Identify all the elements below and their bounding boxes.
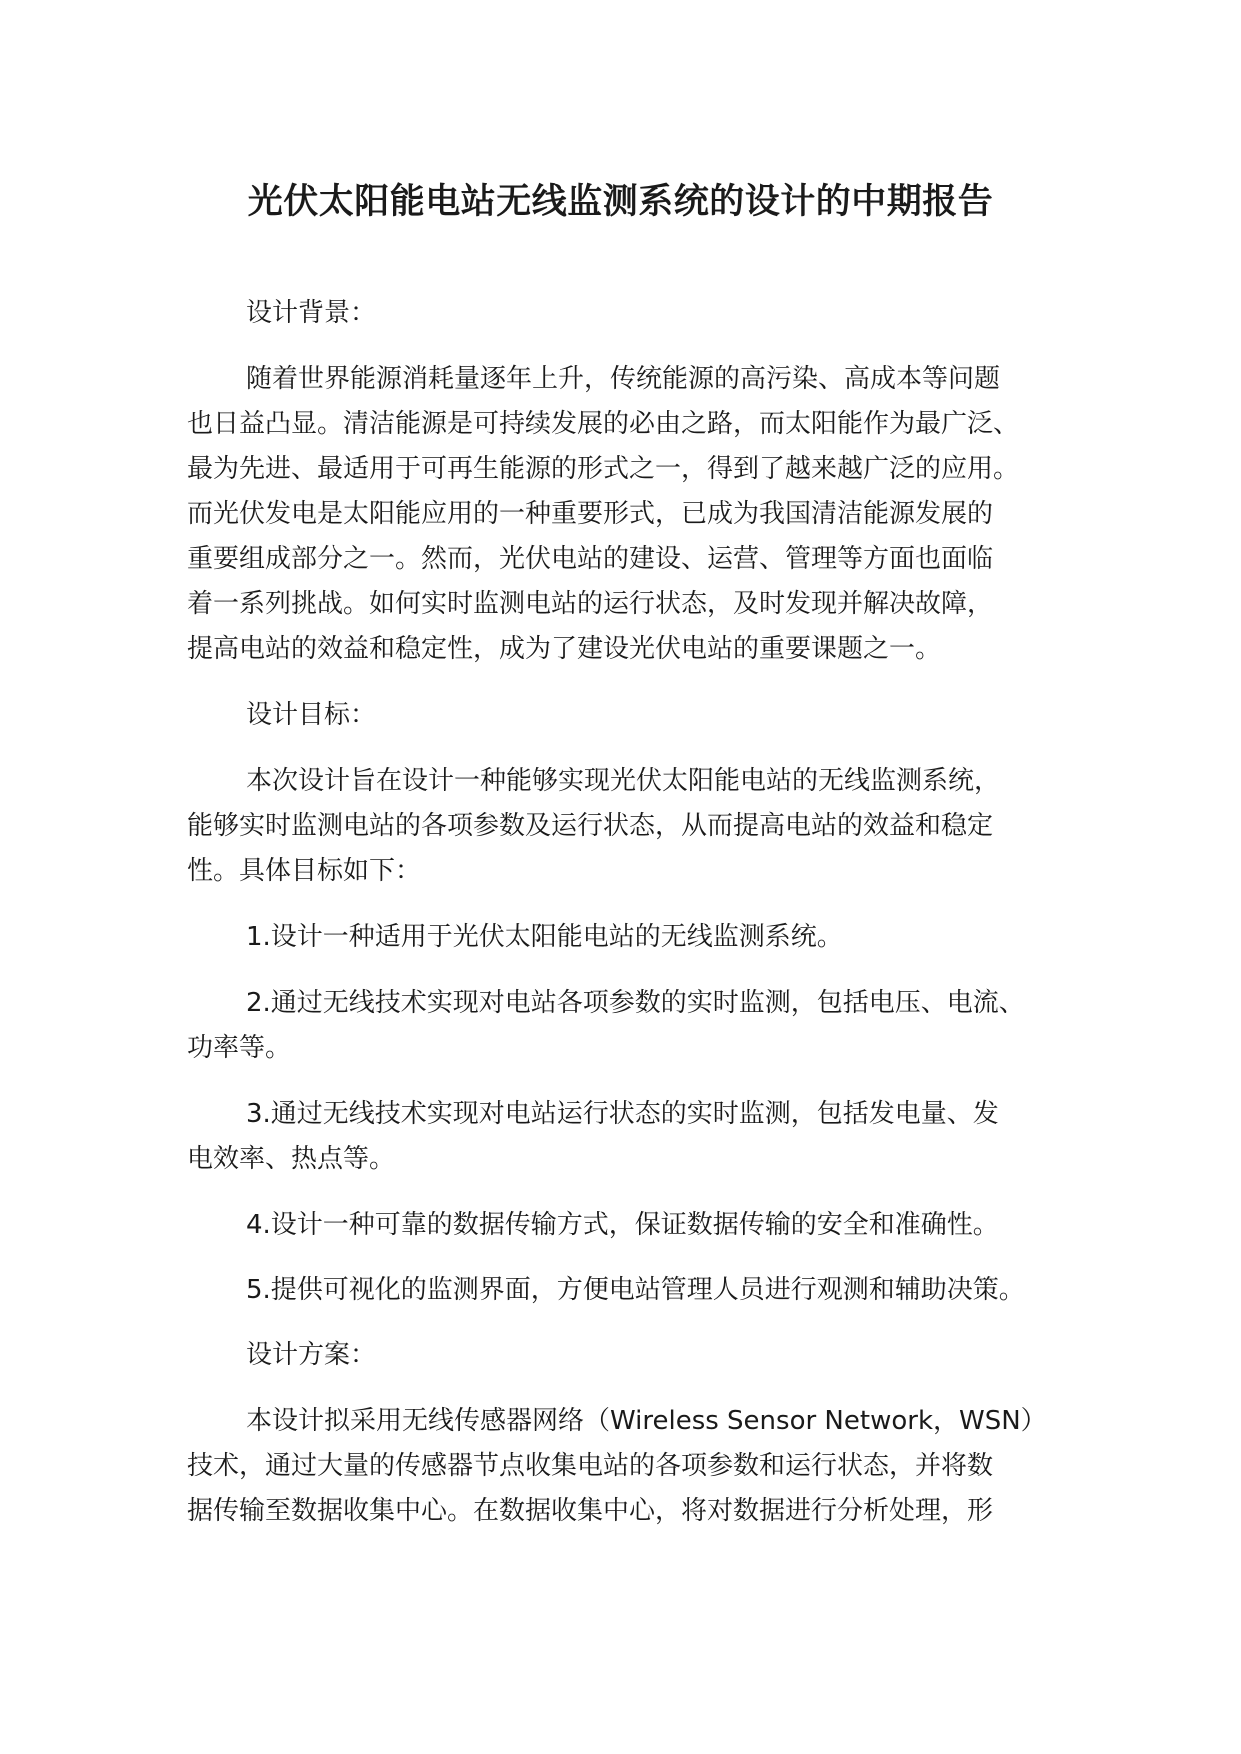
- section-heading-goal: 设计目标：: [246, 700, 377, 730]
- paragraph-line: 也日益凸显。清洁能源是可持续发展的必由之路，而太阳能作为最广泛、: [187, 409, 1020, 439]
- paragraph-line: 最为先进、最适用于可再生能源的形式之一，得到了越来越广泛的应用。: [187, 454, 1020, 484]
- goal-list-item: 4.设计一种可靠的数据传输方式，保证数据传输的安全和准确性。: [246, 1210, 999, 1240]
- paragraph-line: 据传输至数据收集中心。在数据收集中心，将对数据进行分析处理，形: [187, 1496, 994, 1526]
- goal-list-item: 1.设计一种适用于光伏太阳能电站的无线监测系统。: [246, 922, 843, 952]
- paragraph-line: 技术，通过大量的传感器节点收集电站的各项参数和运行状态，并将数: [187, 1451, 994, 1481]
- paragraph-line: 能够实时监测电站的各项参数及运行状态，从而提高电站的效益和稳定: [187, 811, 994, 841]
- paragraph-line: 性。具体目标如下：: [187, 856, 422, 886]
- goal-list-item: 5.提供可视化的监测界面，方便电站管理人员进行观测和辅助决策。: [246, 1275, 1025, 1305]
- section-heading-background: 设计背景：: [246, 298, 377, 328]
- goal-list-item-continuation: 电效率、热点等。: [187, 1144, 396, 1174]
- goal-list-item: 2.通过无线技术实现对电站各项参数的实时监测，包括电压、电流、: [246, 988, 1025, 1018]
- paragraph-line: 着一系列挑战。如何实时监测电站的运行状态，及时发现并解决故障，: [187, 589, 994, 619]
- paragraph-line: 本设计拟采用无线传感器网络（Wireless Sensor Network，WSN）: [246, 1406, 1047, 1436]
- paragraph-line: 本次设计旨在设计一种能够实现光伏太阳能电站的无线监测系统，: [246, 766, 1001, 796]
- paragraph-line: 随着世界能源消耗量逐年上升，传统能源的高污染、高成本等问题: [246, 364, 1001, 394]
- goal-list-item: 3.通过无线技术实现对电站运行状态的实时监测，包括发电量、发: [246, 1099, 999, 1129]
- section-heading-plan: 设计方案：: [246, 1340, 377, 1370]
- paragraph-line: 提高电站的效益和稳定性，成为了建设光伏电站的重要课题之一。: [187, 634, 942, 664]
- document-title: 光伏太阳能电站无线监测系统的设计的中期报告: [247, 182, 994, 222]
- paragraph-line: 重要组成部分之一。然而，光伏电站的建设、运营、管理等方面也面临: [187, 544, 994, 574]
- paragraph-line: 而光伏发电是太阳能应用的一种重要形式，已成为我国清洁能源发展的: [187, 499, 994, 529]
- goal-list-item-continuation: 功率等。: [187, 1033, 292, 1063]
